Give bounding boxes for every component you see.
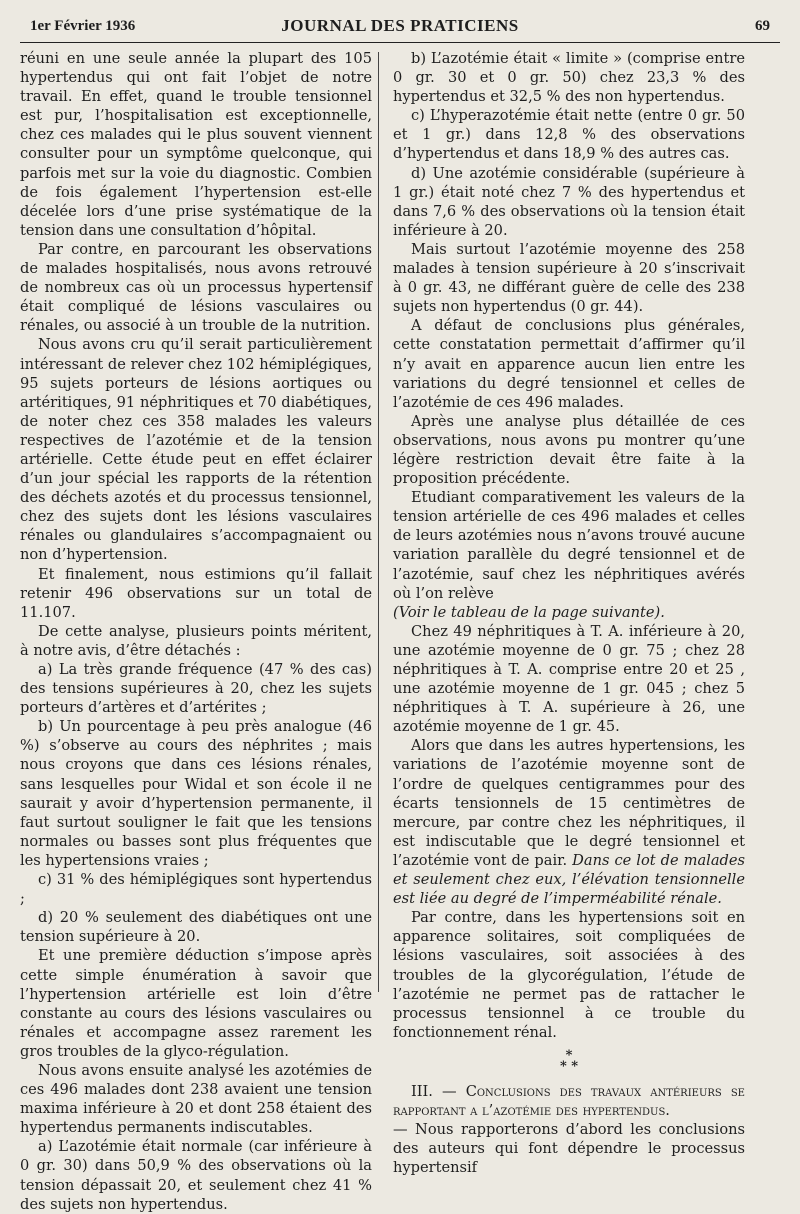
list-item: c) L’hyperazotémie était nette (entre 0 gr. 50 et 1 gr.) dans 12,8 % des observations d’hypertendus et dans 18,9 % des autres cas.	[393, 107, 745, 163]
separator-bottom-stars: * *	[559, 1058, 579, 1074]
page-header	[30, 14, 770, 38]
right-column	[393, 49, 745, 1177]
paragraph: Et finalement, nous estimions qu’il fallait retenir 496 observations sur un total de 11.107.	[20, 565, 372, 621]
issue-date: 1er Février 1936	[30, 18, 136, 34]
list-item: a) La très grande fréquence (47 % des cas) des tensions supérieures à 20, chez les sujets porteurs d’artères et d’artérites ;	[20, 661, 372, 717]
list-item: d) Une azotémie considérable (supérieure à 1 gr.) était noté chez 7 % des hypertendus et dans 7,6 % des observations où la tension était inférieure à 20.	[393, 164, 745, 239]
paragraph: réuni en une seule année la plupart des 105 hypertendus qui ont fait l’objet de notre travail. En effet, quand le trouble tensionnel est pur, l’hospitalisation est exceptionnelle, chez ces malades qui le plus souvent viennent consulter pour un symptôme quelconque, qui parfois met sur la voie du diagnostic. Combien de fois également l’hypertension est-elle décelée lors d’une prise systématique de la tension dans une consultation d’hôpital.	[20, 50, 372, 239]
table-reference	[393, 603, 745, 622]
emphasis-text: Dans ce lot de malades et seulement chez eux, l’élévation tensionnelle est liée au degré de l’imperméabilité rénale.	[393, 851, 745, 908]
list-item: a) L’azotémie était normale (car inférieure à 0 gr. 30) dans 50,9 % des observations où la tension dépassait 20, et seulement chez 41 % des sujets non hypertendus.	[20, 1138, 372, 1213]
paragraph: Par contre, dans les hypertensions soit en apparence solitaires, soit compliquées de lésions vasculaires, soit associées à des troubles de la glycorégulation, l’étude de l’azotémie ne permet pas de rattacher le processus tensionnel à ce trouble du fonctionnement rénal.	[393, 909, 745, 1041]
paragraph: Par contre, en parcourant les observations de malades hospitalisés, nous avons retrouvé de nombreux cas où un processus hypertensif était compliqué de lésions vasculaires ou rénales, ou associé à un trouble de la nutrition.	[20, 240, 372, 335]
section-heading: III. — Conclusions des travaux antérieurs se rapportant a l’azotémie des hypertendus.	[393, 1082, 745, 1119]
paragraph: A défaut de conclusions plus générales, cette constatation permettait d’affirmer qu’il n’y avait en apparence aucun lien entre les variations du degré tensionnel et celles de l’azotémie de ces 496 malades.	[393, 317, 745, 411]
separator-top-star: *	[565, 1047, 573, 1063]
page-number: 69	[755, 18, 770, 34]
paragraph: — Nous rapporterons d’abord les conclusions des auteurs qui font dépendre le processus hypertensif	[393, 1121, 745, 1177]
paragraph: De cette analyse, plusieurs points méritent, à notre avis, d’être détachés :	[20, 622, 372, 659]
paragraph: Et une première déduction s’impose après cette simple énumération à savoir que l’hypertension artérielle est loin d’être constante au cours des lésions vasculaires ou rénales et accompagne assez rarement les gros troubles de la glyco-régulation.	[20, 947, 372, 1060]
paragraph: Après une analyse plus détaillée de ces observations, nous avons pu montrer qu’une légère restriction devait être faite à la proposition précédente.	[393, 412, 745, 488]
paragraph: Chez 49 néphritiques à T. A. inférieure à 20, une azotémie moyenne de 0 gr. 75 ; chez 28 néphritiques à T. A. comprise entre 20 et 25 , une azotémie moyenne de 1 gr. 045 ; chez 5 néphritiques à T. A. supérieure à 26, une azotémie moyenne de 1 gr. 45.	[393, 622, 745, 736]
column-divider	[378, 52, 379, 992]
list-item: b) Un pourcentage à peu près analogue (46 %) s’observe au cours des néphrites ; mais nous croyons que dans ces lésions rénales, sans lesquelles pour Widal et son école il ne saurait y avoir d’hypertension permanente, il faut surtout souligner le fait que les tensions normales ou basses sont plus fréquentes que les hypertensions vraies ;	[20, 718, 372, 869]
journal-title: JOURNAL DES PRATICIENS	[281, 16, 519, 35]
list-item: d) 20 % seulement des diabétiques ont une tension supérieure à 20.	[20, 909, 372, 946]
list-item: b) L’azotémie était « limite » (comprise entre 0 gr. 30 et 0 gr. 50) chez 23,3 % des hypertendus et 32,5 % des non hypertendus.	[393, 50, 745, 106]
paragraph: Mais surtout l’azotémie moyenne des 258 malades à tension supérieure à 20 s’inscrivait à 0 gr. 43, ne différant guère de celle des 238 sujets non hypertendus (0 gr. 44).	[393, 240, 745, 316]
left-column	[20, 49, 372, 1214]
section-separator	[393, 1047, 745, 1074]
paragraph	[393, 736, 745, 908]
paragraph: Nous avons ensuite analysé les azotémies de ces 496 malades dont 238 avaient une tension maxima inférieure à 20 et dont 258 étaient des hypertendus permanents indiscutables.	[20, 1061, 372, 1137]
table-reference-text: (Voir le tableau de la page suivante).	[393, 603, 665, 621]
list-item: c) 31 % des hémiplégiques sont hypertendus ;	[20, 871, 372, 908]
paragraph: Etudiant comparativement les valeurs de la tension artérielle de ces 496 malades et celles de leurs azotémies nous n’avons trouvé aucune variation parallèle du degré tensionnel et de l’azotémie, sauf chez les néphritiques avérés où l’on relève	[393, 489, 745, 602]
header-rule	[20, 42, 780, 43]
paragraph: Nous avons cru qu’il serait particulièrement intéressant de relever chez 102 hémiplégiques, 95 sujets porteurs de lésions aortiques ou artéritiques, 91 néphritiques et 70 diabétiques, de noter chez ces 358 malades les valeurs respectives de l’azotémie et de la tension artérielle. Cette étude peut en effet éclairer d’un jour spécial les rapports de la rétention des déchets azotés et du processus tensionnel, chez des sujets dont les lésions vasculaires rénales ou glandulaires s’accompagnaient ou non d’hypertension.	[20, 336, 372, 564]
paragraph-text: Alors que dans les autres hypertensions, les variations de l’azotémie moyenne sont de l’ordre de quelques centigrammes pour des écarts tensionnels de 15 centimètres de mercure, par contre chez les néphritiques, il est indiscutable que le degré tensionnel et l’azotémie vont de pair.	[393, 737, 745, 869]
